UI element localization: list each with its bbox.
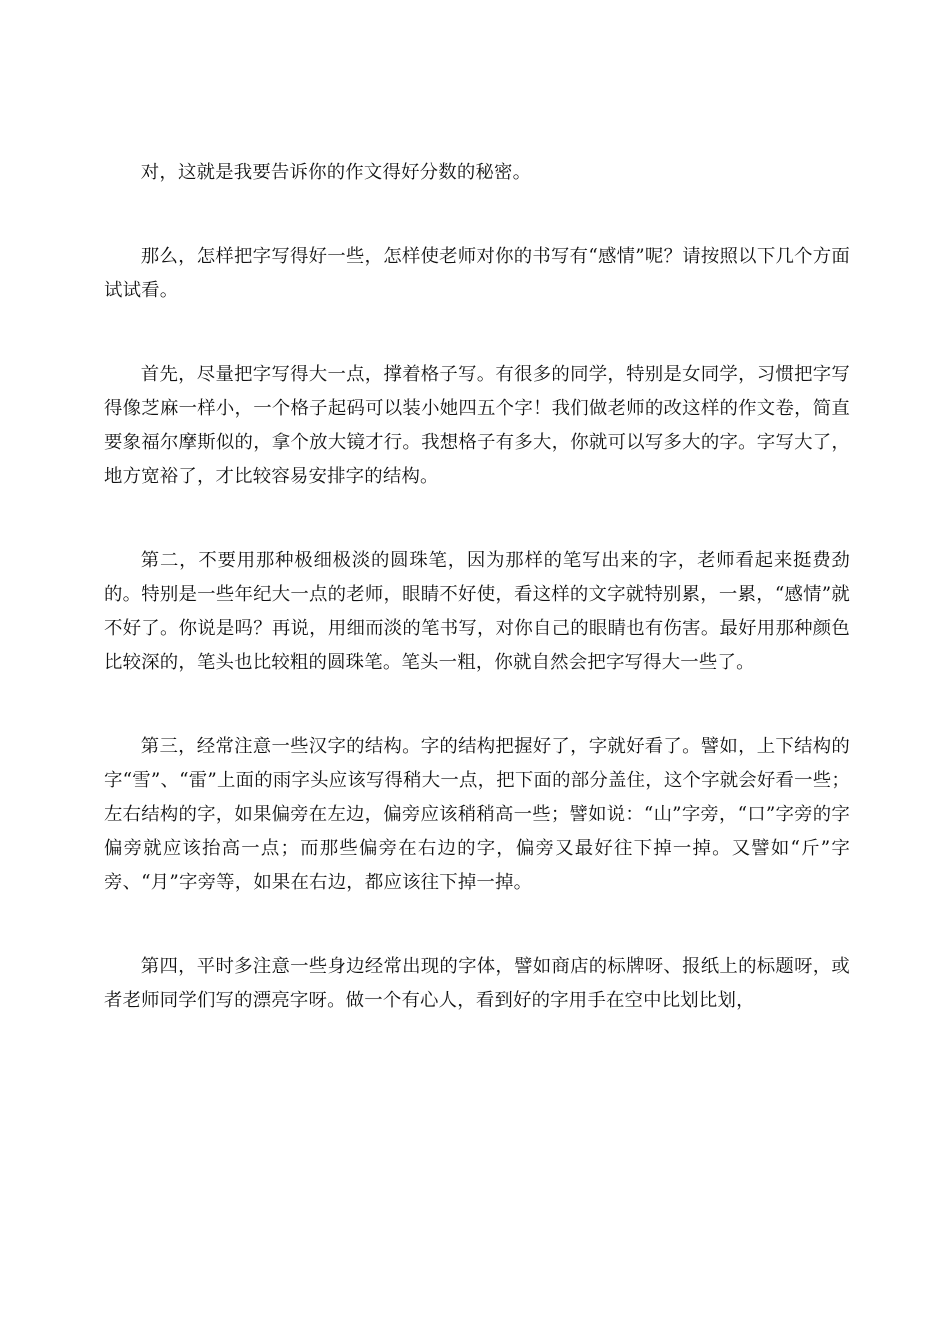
paragraph-gap — [104, 680, 850, 730]
paragraph-gap — [104, 308, 850, 358]
paragraph-secret: 对，这就是我要告诉你的作文得好分数的秘密。 — [140, 162, 532, 183]
paragraph-second-point: 第二，不要用那种极细极淡的圆珠笔，因为那样的笔写出来的字，老师看起来挺费劲的。特别是一些年纪大一点的老师，眼睛不好使，看这样的文字就特别累，一累，“感情”就不好了。你说是吗？再说，用细而淡的笔书写，对你自己的眼睛也有伤害。最好用那种颜色比较深的，笔头也比较粗的圆珠笔。笔头一粗，你就自然会把字写得大一些了。 — [104, 550, 850, 673]
paragraph-third-point: 第三，经常注意一些汉字的结构。字的结构把握好了，字就好看了。譬如，上下结构的字“雪”、“雷”上面的雨字头应该写得稍大一点，把下面的部分盖住，这个字就会好看一些；左右结构的字，如果偏旁在左边，偏旁应该稍稍高一些；譬如说：“山”字旁，“口”字旁的字偏旁就应该抬高一点；而那些偏旁在右边的字，偏旁又最好往下掉一掉。又譬如“斤”字旁、“月”字旁等，如果在右边，都应该往下掉一掉。 — [104, 736, 850, 893]
paragraph-fourth-point: 第四，平时多注意一些身边经常出现的字体，譬如商店的标牌呀、报纸上的标题呀，或者老师同学们写的漂亮字呀。做一个有心人，看到好的字用手在空中比划比划， — [104, 956, 850, 1011]
paragraph-gap — [104, 190, 850, 240]
paragraph-intro-question: 那么，怎样把字写得好一些，怎样使老师对你的书写有“感情”呢？请按照以下几个方面试试看。 — [104, 246, 850, 301]
paragraph-first-point: 首先，尽量把字写得大一点，撑着格子写。有很多的同学，特别是女同学，习惯把字写得像芝麻一样小，一个格子起码可以装小她四五个字！我们做老师的改这样的作文卷，简直要象福尔摩斯似的，拿个放大镜才行。我想格子有多大，你就可以写多大的字。字写大了，地方宽裕了，才比较容易安排字的结构。 — [104, 364, 850, 487]
document-body — [104, 156, 850, 1018]
paragraph-gap — [104, 900, 850, 950]
paragraph-gap — [104, 494, 850, 544]
